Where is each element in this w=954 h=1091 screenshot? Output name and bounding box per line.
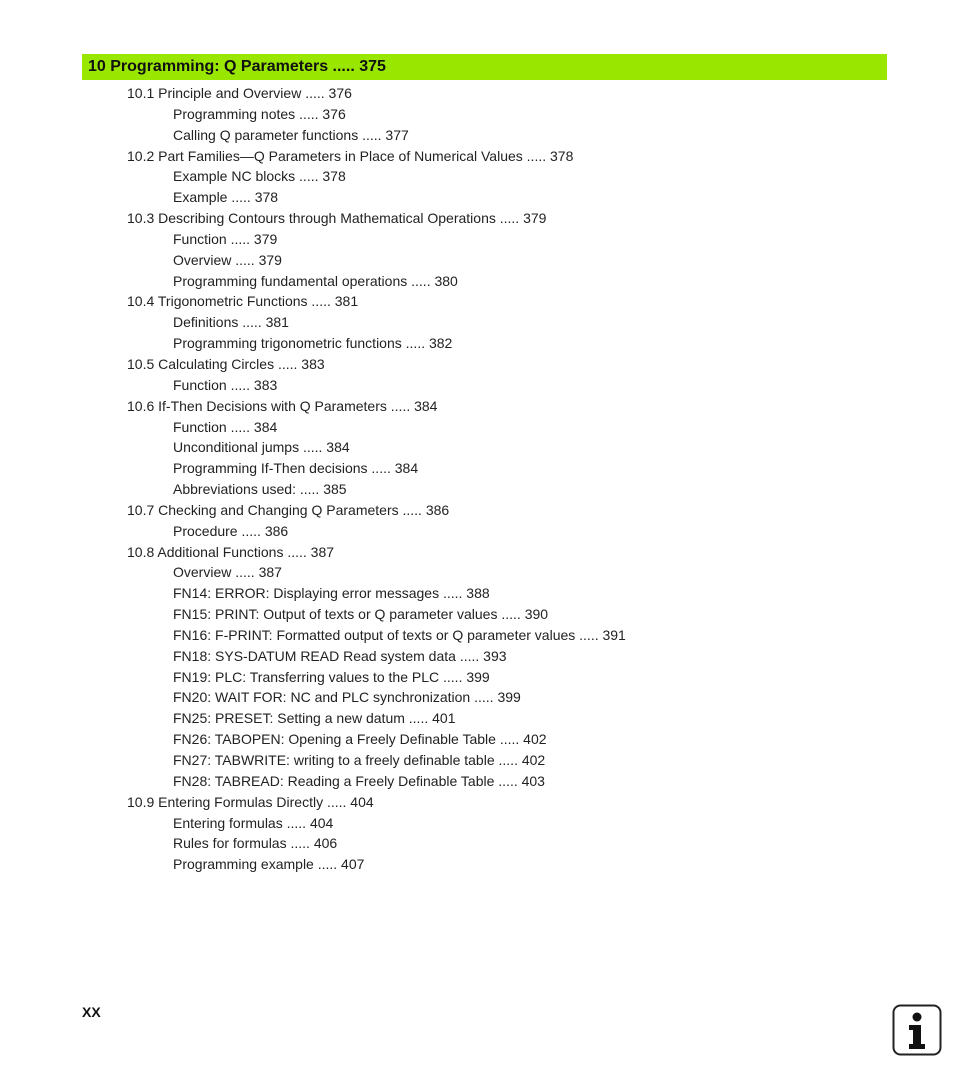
toc-subsection-entry[interactable]: FN20: WAIT FOR: NC and PLC synchronization ..... 399 [173,689,521,706]
toc-subsection-entry[interactable]: FN28: TABREAD: Reading a Freely Definable Table ..... 403 [173,772,545,789]
chapter-title: 10 Programming: Q Parameters ..... 375 [88,58,386,75]
toc-subsection-entry[interactable]: Function ..... 384 [173,418,278,435]
toc-subsection-entry[interactable]: FN25: PRESET: Setting a new datum ..... 401 [173,710,456,727]
toc-subsection-entry[interactable]: Unconditional jumps ..... 384 [173,439,350,456]
toc-subsection-entry[interactable]: FN16: F-PRINT: Formatted output of texts or Q parameter values ..... 391 [173,626,626,643]
chapter-header-bar [82,54,887,80]
toc-subsection-entry[interactable]: Definitions ..... 381 [173,314,289,331]
toc-subsection-entry[interactable]: Example NC blocks ..... 378 [173,168,346,185]
toc-subsection-entry[interactable]: Abbreviations used: ..... 385 [173,481,347,498]
toc-section-entry[interactable]: 10.5 Calculating Circles ..... 383 [127,355,325,372]
toc-subsection-entry[interactable]: FN19: PLC: Transferring values to the PLC ..... 399 [173,668,490,685]
toc-subsection-entry[interactable]: Overview ..... 387 [173,564,282,581]
table-of-contents [0,83,954,875]
toc-section-entry[interactable]: 10.4 Trigonometric Functions ..... 381 [127,293,359,310]
toc-subsection-entry[interactable]: FN14: ERROR: Displaying error messages ..... 388 [173,585,490,602]
toc-subsection-entry[interactable]: FN18: SYS-DATUM READ Read system data ..... 393 [173,647,507,664]
toc-subsection-entry[interactable]: Calling Q parameter functions ..... 377 [173,126,409,143]
toc-section-entry[interactable]: 10.1 Principle and Overview ..... 376 [127,85,352,101]
page-number: XX [82,1004,101,1020]
toc-subsection-entry[interactable]: Example ..... 378 [173,189,279,206]
toc-subsection-entry[interactable]: Function ..... 379 [173,230,278,247]
toc-subsection-entry[interactable]: Programming example ..... 407 [173,856,365,873]
info-icon [892,1004,942,1056]
toc-subsection-entry[interactable]: Function ..... 383 [173,376,278,393]
toc-subsection-entry[interactable]: Rules for formulas ..... 406 [173,835,338,852]
toc-section-entry[interactable]: 10.7 Checking and Changing Q Parameters ..... 386 [127,501,450,518]
toc-subsection-entry[interactable]: Programming trigonometric functions ..... 382 [173,335,453,352]
toc-section-entry[interactable]: 10.2 Part Families—Q Parameters in Place of Numerical Values ..... 378 [127,147,574,164]
toc-section-entry[interactable]: 10.9 Entering Formulas Directly ..... 404 [127,793,374,810]
toc-subsection-entry[interactable]: Programming fundamental operations ..... 380 [173,272,458,289]
toc-subsection-entry[interactable]: Entering formulas ..... 404 [173,814,334,831]
toc-section-entry[interactable]: 10.3 Describing Contours through Mathematical Operations ..... 379 [127,210,547,227]
toc-subsection-entry[interactable]: Overview ..... 379 [173,251,282,268]
toc-subsection-entry[interactable]: FN26: TABOPEN: Opening a Freely Definable Table ..... 402 [173,731,547,748]
toc-subsection-entry[interactable]: FN15: PRINT: Output of texts or Q parameter values ..... 390 [173,606,549,623]
toc-subsection-entry[interactable]: Programming If-Then decisions ..... 384 [173,460,419,477]
toc-section-entry[interactable]: 10.6 If-Then Decisions with Q Parameters ..... 384 [127,397,438,414]
toc-section-entry[interactable]: 10.8 Additional Functions ..... 387 [127,543,335,560]
toc-subsection-entry[interactable]: FN27: TABWRITE: writing to a freely definable table ..... 402 [173,752,546,768]
toc-subsection-entry[interactable]: Programming notes ..... 376 [173,105,346,122]
toc-subsection-entry[interactable]: Procedure ..... 386 [173,522,289,539]
